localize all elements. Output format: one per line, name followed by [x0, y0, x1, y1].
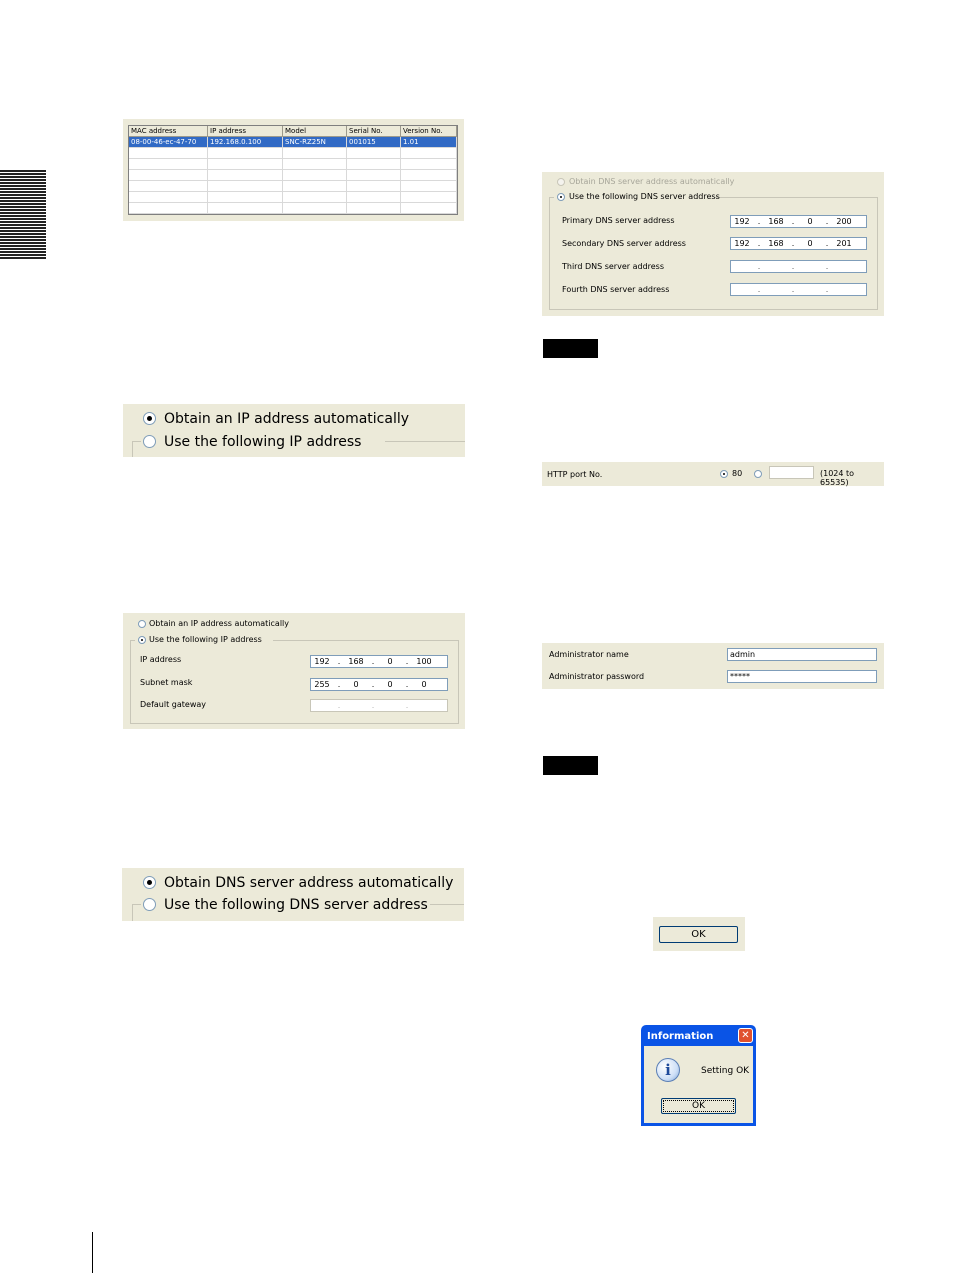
- cell-version: 1.01: [401, 137, 457, 148]
- dns-auto-radio[interactable]: [143, 876, 156, 889]
- administrator-panel: [542, 643, 884, 689]
- dns-manual-label: Use the following DNS server address: [569, 192, 720, 201]
- group-border: [132, 441, 141, 442]
- dns-auto-radio[interactable]: [557, 178, 565, 186]
- ip-octet: 0: [387, 680, 393, 689]
- ip-octet: 168: [348, 657, 364, 666]
- close-icon[interactable]: ✕: [738, 1028, 753, 1043]
- ip-octet: 168: [768, 217, 784, 226]
- ip-octet: 0: [807, 239, 813, 248]
- ip-octet: 0: [353, 680, 359, 689]
- group-border: [714, 197, 878, 198]
- ip-manual-radio[interactable]: [143, 435, 156, 448]
- primary-dns-label: Primary DNS server address: [562, 216, 675, 225]
- third-dns-field[interactable]: . . .: [730, 260, 867, 273]
- admin-password-field[interactable]: *****: [727, 670, 877, 683]
- ip-mode-zoom-panel: [123, 404, 465, 457]
- ip-octet: 0: [387, 657, 393, 666]
- ok-button[interactable]: OK: [659, 926, 738, 943]
- dialog-ok-button[interactable]: OK: [661, 1098, 736, 1114]
- third-dns-label: Third DNS server address: [562, 262, 665, 271]
- table-row-empty: [129, 159, 457, 170]
- admin-name-field[interactable]: admin: [727, 648, 877, 661]
- cell-serial: 001015: [347, 137, 401, 148]
- group-border: [132, 904, 141, 905]
- ip-auto-radio[interactable]: [138, 620, 146, 628]
- ip-manual-label: Use the following IP address: [149, 635, 262, 644]
- ip-octet: 0: [421, 680, 427, 689]
- information-dialog: [641, 1025, 756, 1126]
- column-header-ip[interactable]: IP address: [208, 126, 283, 137]
- table-row-empty: [129, 148, 457, 159]
- ip-auto-label: Obtain an IP address automatically: [164, 411, 410, 427]
- http-port-panel: [542, 462, 884, 486]
- ip-manual-radio[interactable]: [138, 636, 146, 644]
- admin-password-label: Administrator password: [549, 672, 645, 681]
- device-list-table: [128, 125, 458, 215]
- ip-octet: 168: [768, 239, 784, 248]
- http-port-range: (1024 to 65535): [820, 469, 855, 487]
- default-gateway-field[interactable]: . . .: [310, 699, 448, 712]
- dns-manual-radio[interactable]: [143, 898, 156, 911]
- secondary-dns-label: Secondary DNS server address: [562, 239, 686, 248]
- http-port-default-radio[interactable]: [720, 470, 728, 478]
- ip-auto-radio[interactable]: [143, 412, 156, 425]
- cell-model: SNC-RZ25N: [283, 137, 347, 148]
- default-gateway-label: Default gateway: [140, 700, 206, 709]
- fourth-dns-label: Fourth DNS server address: [562, 285, 670, 294]
- subnet-mask-field[interactable]: 255 . 0 . 0 . 0: [310, 678, 448, 691]
- ip-address-field[interactable]: 192 . 168 . 0 . 100: [310, 655, 448, 668]
- group-border: [273, 640, 459, 641]
- group-border: [549, 197, 554, 198]
- table-row-empty: [129, 170, 457, 181]
- column-header-mac[interactable]: MAC address: [129, 126, 208, 137]
- ip-auto-label: Obtain an IP address automatically: [149, 619, 290, 628]
- ip-octet: 0: [807, 217, 813, 226]
- cell-mac: 08-00-46-ec-47-70: [129, 137, 208, 148]
- ip-octet: 192: [734, 217, 750, 226]
- http-port-custom-radio[interactable]: [754, 470, 762, 478]
- dns-auto-label: Obtain DNS server address automatically: [164, 875, 454, 891]
- dialog-body: [644, 1046, 753, 1123]
- ip-octet: 192: [314, 657, 330, 666]
- ip-settings-panel: [123, 613, 465, 729]
- http-port-custom-field[interactable]: [769, 466, 814, 479]
- table-row[interactable]: [129, 137, 457, 148]
- http-port-default-label: 80: [732, 469, 743, 478]
- subnet-mask-label: Subnet mask: [140, 678, 193, 687]
- column-header-version[interactable]: Version No.: [401, 126, 457, 137]
- group-border: [132, 441, 133, 457]
- information-icon: i: [656, 1058, 680, 1082]
- http-port-label: HTTP port No.: [547, 470, 603, 479]
- group-border: [130, 640, 135, 641]
- ip-octet: 192: [734, 239, 750, 248]
- group-border: [132, 904, 133, 921]
- table-row-empty: [129, 192, 457, 203]
- table-row-empty: [129, 181, 457, 192]
- secondary-dns-field[interactable]: 192 . 168 . 0 . 201: [730, 237, 867, 250]
- ip-octet: 255: [314, 680, 330, 689]
- dns-manual-label: Use the following DNS server address: [164, 897, 428, 913]
- admin-name-label: Administrator name: [549, 650, 629, 659]
- note-label-block: [543, 339, 598, 358]
- ip-octet: 200: [836, 217, 852, 226]
- ip-address-label: IP address: [140, 655, 182, 664]
- ok-button-panel: [653, 917, 745, 951]
- column-header-model[interactable]: Model: [283, 126, 347, 137]
- ip-manual-label: Use the following IP address: [164, 434, 362, 450]
- cell-ip: 192.168.0.100: [208, 137, 283, 148]
- column-header-serial[interactable]: Serial No.: [347, 126, 401, 137]
- dialog-message: Setting OK: [701, 1066, 750, 1076]
- group-border: [385, 441, 465, 442]
- dns-auto-label: Obtain DNS server address automatically: [569, 177, 735, 186]
- group-border: [430, 904, 464, 905]
- dns-mode-zoom-panel: [122, 868, 464, 921]
- fourth-dns-field[interactable]: . . .: [730, 283, 867, 296]
- ip-octet: 100: [416, 657, 432, 666]
- note-label-block: [543, 756, 598, 775]
- dialog-title: Information: [647, 1031, 714, 1042]
- chapter-index-tab: [0, 170, 46, 260]
- table-row-empty: [129, 203, 457, 214]
- page-margin-rule: [92, 1232, 93, 1273]
- ip-octet: 201: [836, 239, 852, 248]
- dns-settings-panel: [542, 172, 884, 316]
- primary-dns-field[interactable]: 192 . 168 . 0 . 200: [730, 215, 867, 228]
- dns-manual-radio[interactable]: [557, 193, 565, 201]
